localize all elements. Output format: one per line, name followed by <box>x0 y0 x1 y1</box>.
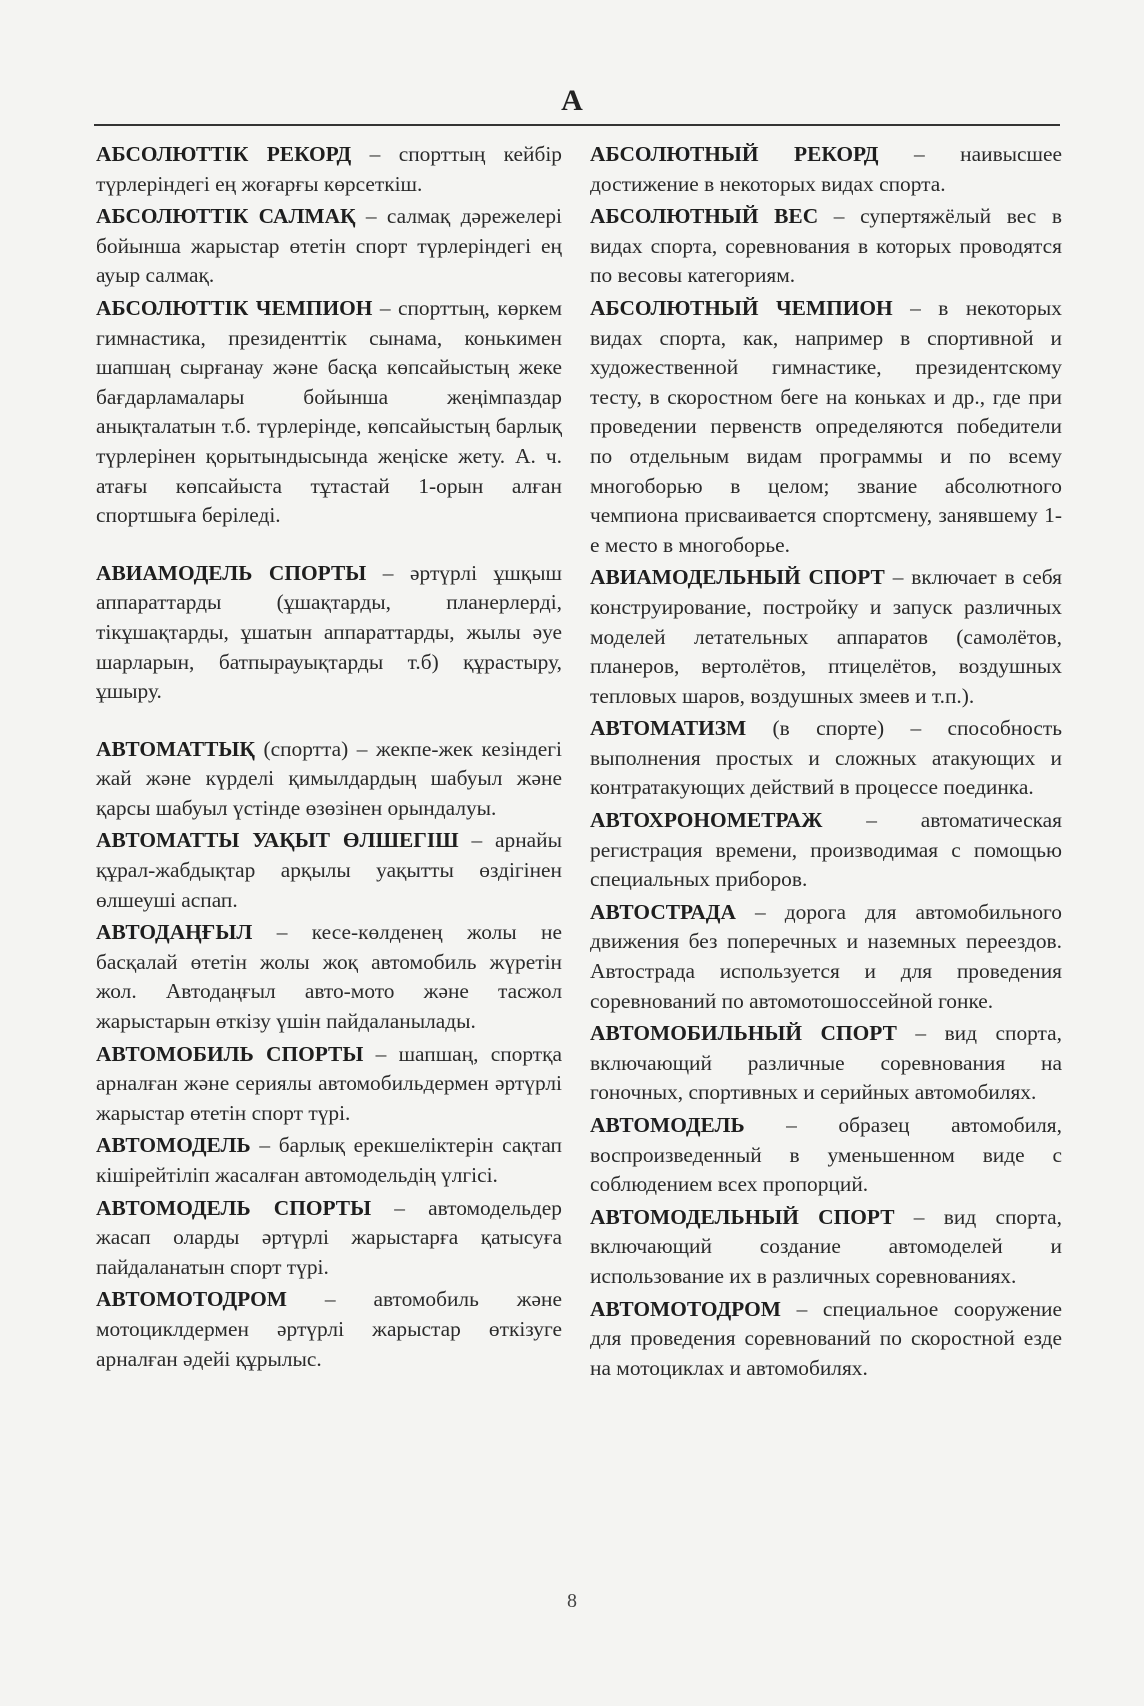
entry-definition: – автоматическая регистрация времени, производимая с помощью специальных приборов. <box>590 808 1062 892</box>
dictionary-entry <box>590 714 1062 803</box>
entry-term: АБСОЛЮТТІК ЧЕМПИОН <box>96 295 373 320</box>
dictionary-entry <box>96 1131 562 1190</box>
dictionary-entry <box>590 1019 1062 1108</box>
entry-term: АВТОМОБИЛЬ СПОРТЫ <box>96 1041 364 1066</box>
entry-definition: – в некоторых видах спорта, как, например в спортивной и художественной гимнастике, президентскому тесту, в скоростном беге на коньках и др., где при проведении первенств определяются победители по отдельным видам программы и по всему многоборью в целом; звание абсолютного чемпиона присваивается спортсмену, занявшему 1-е место в многоборье. <box>590 295 1062 557</box>
kazakh-column <box>96 140 562 1377</box>
dictionary-entry <box>590 563 1062 711</box>
dictionary-entry <box>96 918 562 1036</box>
entry-term: АВТОМАТТЫ УАҚЫТ ӨЛШЕГІШ <box>96 828 459 853</box>
entry-definition: – спорттың, көркем гимнастика, президенттік сынама, конькимен шапшаң сырғанау және басқа көпсайыстың жеке бағдарламалары бойынша жеңімпаздар анықталатын т.б. түрлерінде, көпсайыстың барлық түрлерінен қорытындысында жеңіске жету. А. ч. атағы көпсайыста тұтастай 1-орын алған спортшыға беріледі. <box>96 295 562 528</box>
entry-term: АВТОМОДЕЛЬ <box>96 1133 251 1158</box>
dictionary-entry <box>96 559 562 707</box>
dictionary-entry <box>96 735 562 824</box>
entry-definition: – наивысшее достижение в некоторых видах спорта. <box>590 142 1062 196</box>
entry-term: АВИАМОДЕЛЬ СПОРТЫ <box>96 560 367 585</box>
dictionary-entry <box>96 202 562 291</box>
dictionary-entry <box>96 294 562 531</box>
entry-definition: – дорога для автомобильного движения без поперечных и наземных переездов. Автострада используется и для проведения соревнований по автомотошоссейной гонке. <box>590 899 1062 1013</box>
entry-term: АБСОЛЮТНЫЙ РЕКОРД <box>590 142 879 166</box>
entry-term: АВТОМОДЕЛЬНЫЙ СПОРТ <box>590 1204 895 1229</box>
entry-term: АБСОЛЮТТІК РЕКОРД <box>96 142 352 166</box>
dictionary-entry <box>590 294 1062 560</box>
entry-term: АБСОЛЮТНЫЙ ВЕС <box>590 204 819 229</box>
dictionary-entry <box>590 1203 1062 1292</box>
entry-term: АВТОМОТОДРОМ <box>96 1287 287 1312</box>
entry-term: АВТОМАТТЫҚ <box>96 736 255 761</box>
dictionary-entry <box>590 140 1062 199</box>
dictionary-entry <box>590 1295 1062 1384</box>
dictionary-entry <box>96 826 562 915</box>
dictionary-entry <box>96 1285 562 1374</box>
entry-definition: – барлық ерекшеліктерін сақтап кішірейтіліп жасалған автомодельдің үлгісі. <box>96 1133 562 1187</box>
entry-term: АВТОМОБИЛЬНЫЙ СПОРТ <box>590 1021 897 1046</box>
entry-definition: – салмақ дәрежелері бойынша жарыстар өтетін спорт түрлеріндегі ең ауыр салмақ. <box>96 204 562 288</box>
dictionary-entry <box>96 1040 562 1129</box>
entry-definition: – автомобиль және мотоциклдермен әртүрлі жарыстар өткізуге арналған әдейі құрылыс. <box>96 1287 562 1371</box>
entry-definition: – включает в себя конструирование, постройку и запуск различных моделей летательных аппаратов (самолётов, планеров, вертолётов, птицелётов, воздушных тепловых шаров, воздушных змеев и т.п.). <box>590 565 1062 708</box>
entry-definition: – вид спорта, включающий различные соревнования на гоночных, спортивных и серийных автомобилях. <box>590 1021 1062 1105</box>
entry-term: АБСОЛЮТНЫЙ ЧЕМПИОН <box>590 295 893 320</box>
russian-column <box>590 140 1062 1386</box>
page-number: 8 <box>567 1590 577 1612</box>
entry-definition: – специальное сооружение для проведения соревнований по скоростной езде на мотоциклах и автомобилях. <box>590 1296 1062 1380</box>
entry-term: АВТОМОТОДРОМ <box>590 1296 781 1321</box>
entry-definition: – әртүрлі ұшқыш аппараттарды (ұшақтарды, планерлерді, тікұшақтарды, ұшатын аппараттарды, жылы әуе шарларын, батпырауықтарды т.б) құрастыру, ұшыру. <box>96 560 562 704</box>
entry-definition: – спорттың кейбір түрлеріндегі ең жоғарғы көрсеткіш. <box>96 142 562 196</box>
entry-term: АВТОХРОНОМЕТРАЖ <box>590 808 823 833</box>
entry-term: АБСОЛЮТТІК САЛМАҚ <box>96 204 356 229</box>
section-letter: А <box>561 84 583 117</box>
dictionary-entry <box>590 202 1062 291</box>
entry-term: АВИАМОДЕЛЬНЫЙ СПОРТ <box>590 565 885 590</box>
dictionary-entry <box>96 1194 562 1283</box>
entry-definition: (спортта) – жекпе-жек кезіндегі жай және күрделі қимылдардың шабуыл және қарсы шабуыл үстінде өзөзінен орындалуы. <box>96 736 562 820</box>
entry-term: АВТОМОДЕЛЬ <box>590 1113 745 1137</box>
entry-definition: – супертяжёлый вес в видах спорта, соревнования в которых проводятся по весовы категориям. <box>590 204 1062 288</box>
entry-definition: – арнайы құрал-жабдықтар арқылы уақытты өздігінен өлшеуші аспап. <box>96 828 562 912</box>
entry-term: АВТОСТРАДА <box>590 899 736 924</box>
header-rule <box>94 124 1060 126</box>
entry-definition: (в спорте) – способность выполнения простых и сложных атакующих и контратакующих действий в процессе поединка. <box>590 716 1062 800</box>
dictionary-entry <box>590 898 1062 1016</box>
dictionary-entry <box>590 1111 1062 1200</box>
entry-definition: – кесе-көлденең жолы не басқалай өтетін жолы жоқ автомобиль жүретін жол. Автодаңғыл авто-мото және тасжол жарыстарын өткізу үшін пайдаланылады. <box>96 920 562 1034</box>
entry-definition: – автомодельдер жасап оларды әртүрлі жарыстарға қатысуға пайдаланатын спорт түрі. <box>96 1195 562 1279</box>
entry-definition: – вид спорта, включающий создание автомоделей и использование их в различных соревнованиях. <box>590 1204 1062 1288</box>
entry-definition: – образец автомобиля, воспроизведенный в уменьшенном виде с соблюдением всех пропорций. <box>590 1113 1062 1197</box>
entry-term: АВТОМОДЕЛЬ СПОРТЫ <box>96 1195 372 1220</box>
dictionary-entry <box>590 806 1062 895</box>
entry-definition: – шапшаң, спортқа арналған және сериялы автомобильдермен әртүрлі жарыстар өтетін спорт түрі. <box>96 1041 562 1125</box>
entry-term: АВТОДАҢҒЫЛ <box>96 920 253 945</box>
dictionary-entry <box>96 140 562 199</box>
entry-term: АВТОМАТИЗМ <box>590 716 747 741</box>
